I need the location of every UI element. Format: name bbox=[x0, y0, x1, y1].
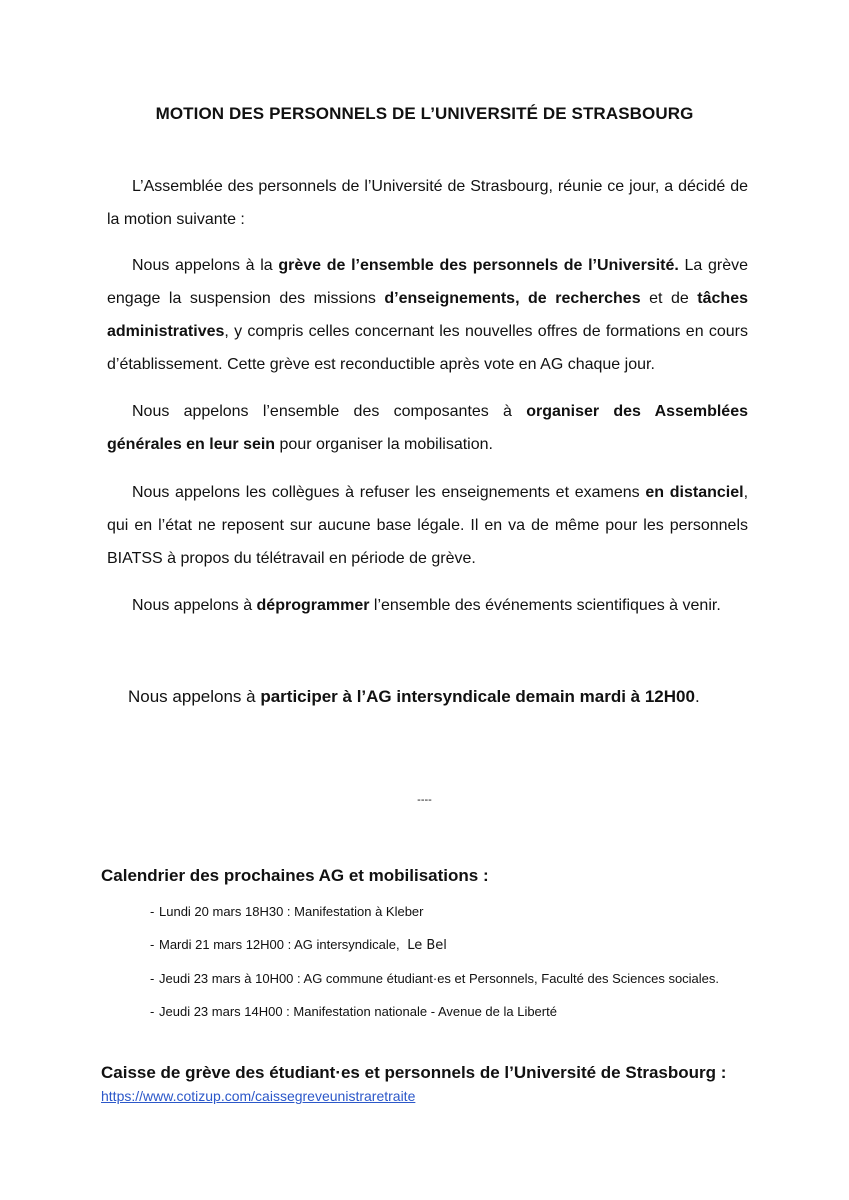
calendar-list bbox=[150, 903, 740, 1036]
calendar-item-text: Lundi 20 mars 18H30 : Manifestation à Kleber bbox=[159, 904, 424, 919]
p3-bold-ag: organiser des Assemblées générales en leur sein bbox=[107, 403, 749, 453]
p2-text-e: et de bbox=[640, 290, 698, 307]
calendar-item bbox=[150, 1003, 740, 1020]
p2-bold-taches: tâches administratives bbox=[107, 290, 748, 340]
p6-bold-ag: participer à l’AG intersyndicale demain mardi à 12H00 bbox=[260, 687, 695, 706]
p2-text-c: La grève engage la suspension des missions bbox=[107, 257, 749, 307]
document-title: MOTION DES PERSONNELS DE L’UNIVERSITÉ DE STRASBOURG bbox=[155, 104, 694, 123]
caisse-heading: Caisse de grève des étudiant·es et personnels de l’Université de Strasbourg : bbox=[101, 1063, 727, 1082]
paragraph-deprogrammer bbox=[107, 589, 748, 622]
p5-bold-deprogrammer: déprogrammer bbox=[256, 597, 370, 614]
p5-text-c: l’ensemble des événements scientifiques à venir. bbox=[369, 597, 721, 614]
p2-text-a: Nous appelons à la bbox=[132, 257, 279, 274]
p6-text-c: . bbox=[694, 687, 700, 706]
p2-bold-missions: d’enseignements, de recherches bbox=[384, 290, 641, 307]
paragraph-distanciel bbox=[107, 476, 748, 575]
p5-text-a: Nous appelons à bbox=[132, 597, 257, 614]
calendar-heading: Calendrier des prochaines AG et mobilisations : bbox=[101, 866, 489, 885]
p2-bold-greve: grève de l’ensemble des personnels de l’Université. bbox=[278, 257, 679, 274]
paragraph-composantes bbox=[107, 395, 748, 461]
p6-text-a: Nous appelons à bbox=[128, 687, 261, 706]
calendar-item-text bbox=[159, 936, 740, 954]
p4-text-a: Nous appelons les collègues à refuser les enseignements et examens bbox=[132, 484, 646, 501]
p4-text-c: , qui en l’état ne reposent sur aucune base légale. Il en va de même pour les personnels BIATSS à propos du télétravail en période de grève. bbox=[107, 484, 749, 567]
intro-text: L’Assemblée des personnels de l’Université de Strasbourg, réunie ce jour, a décidé de la motion suivante : bbox=[107, 178, 748, 228]
p4-bold-distanciel: en distanciel bbox=[645, 484, 744, 501]
paragraph-intro bbox=[107, 170, 748, 236]
p2-text-g: , y compris celles concernant les nouvelles offres de formations en cours d’établissement. Cette grève est reconductible après vote en AG chaque jour. bbox=[107, 323, 748, 373]
calendar-item bbox=[150, 936, 740, 954]
calendar-item-main: Mardi 21 mars 12H00 : AG intersyndicale, bbox=[159, 937, 404, 952]
list-dash: - bbox=[150, 1004, 155, 1019]
paragraph-ag-intersyndicale bbox=[128, 680, 700, 713]
calendar-item-text: Jeudi 23 mars 14H00 : Manifestation nationale - Avenue de la Liberté bbox=[159, 1004, 557, 1019]
list-dash: - bbox=[150, 971, 155, 986]
separator: ---- bbox=[417, 794, 432, 806]
caisse-link[interactable]: https://www.cotizup.com/caissegreveunistraretraite bbox=[101, 1088, 416, 1104]
calendar-item bbox=[150, 970, 740, 987]
p3-text-c: pour organiser la mobilisation. bbox=[275, 436, 493, 453]
list-dash: - bbox=[150, 937, 155, 952]
list-dash: - bbox=[150, 904, 155, 919]
calendar-item-location: Le Bel bbox=[407, 938, 447, 953]
calendar-item bbox=[150, 903, 740, 920]
paragraph-greve bbox=[107, 249, 748, 381]
calendar-item-text: Jeudi 23 mars à 10H00 : AG commune étudiant·es et Personnels, Faculté des Sciences sociales. bbox=[159, 971, 720, 986]
p3-text-a: Nous appelons l’ensemble des composantes à bbox=[132, 403, 527, 420]
